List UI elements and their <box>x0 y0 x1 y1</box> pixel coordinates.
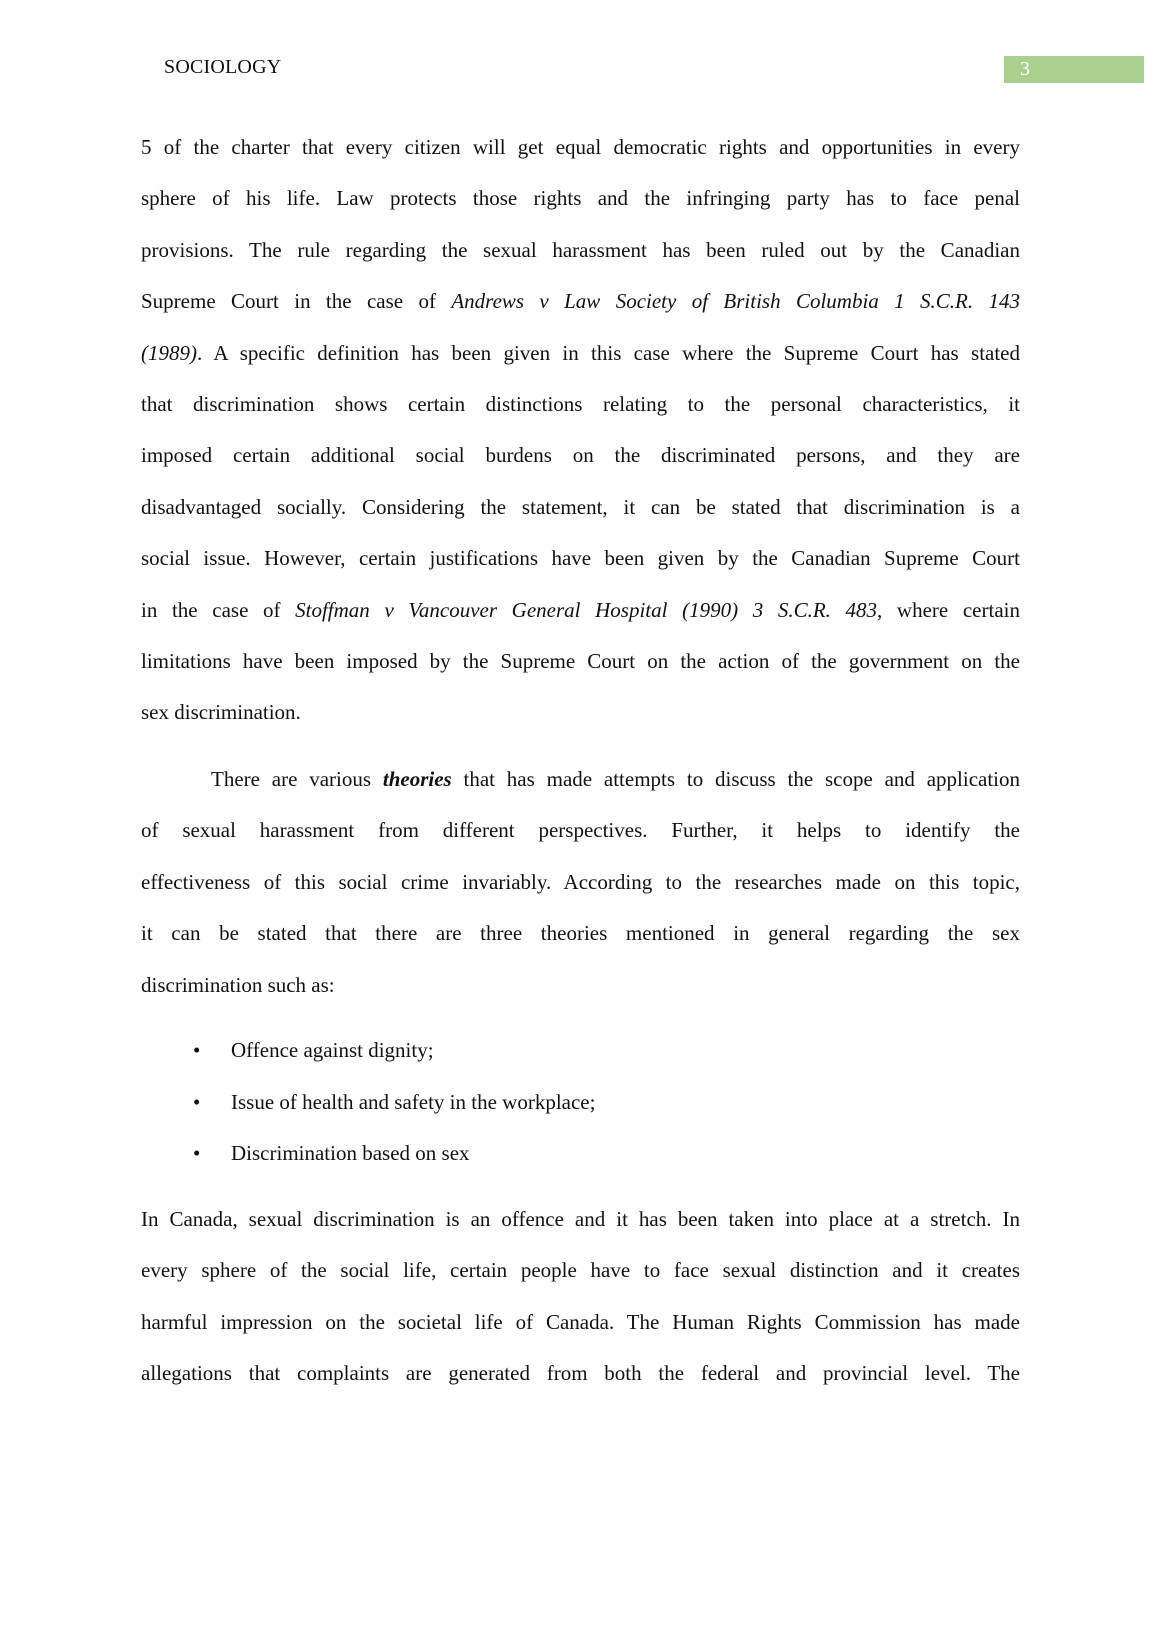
text-run: allegations that complaints are generated from both the federal and provincial level. The <box>141 1361 1020 1386</box>
text-run: sphere of his life. Law protects those rights and the infringing party has to face penal <box>141 186 1020 211</box>
emphasized-text: theories <box>382 767 452 791</box>
page-number-badge: 3 <box>1004 56 1144 83</box>
text-run: There are various <box>211 767 383 791</box>
text-run: limitations have been imposed by the Supreme Court on the action of the government on the <box>141 649 1020 673</box>
paragraph-2-line <box>141 972 1020 998</box>
text-run: of sexual harassment from different perspectives. Further, it helps to identify the <box>141 818 1020 843</box>
paragraph-3-line <box>141 1257 1020 1283</box>
text-run: provisions. The rule regarding the sexual harassment has been ruled out by the Canadian <box>141 237 1020 262</box>
list-item: Discrimination based on sex <box>231 1141 470 1165</box>
paragraph-1-line <box>141 442 1020 468</box>
text-run: social issue. However, certain justifications have been given by the Canadian Supreme Court <box>141 546 1020 571</box>
text-run: it can be stated that there are three theories mentioned in general regarding the sex <box>141 921 1020 946</box>
paragraph-1-line <box>141 340 1020 366</box>
bullet-icon: • <box>193 1038 201 1062</box>
text-run: that has made attempts to discuss the scope and application <box>451 767 1021 791</box>
paragraph-2-line <box>141 920 1020 946</box>
text-run: imposed certain additional social burdens on the discriminated persons, and they are <box>141 443 1020 468</box>
emphasized-text: Andrews v Law Society of British Columbia 1 S.C.R. 143 <box>451 289 1020 314</box>
paragraph-1-line <box>141 597 1020 623</box>
text-run: In Canada, sexual discrimination is an offence and it has been taken into place at a stretch. In <box>141 1207 1020 1231</box>
bullet-icon: • <box>193 1141 201 1165</box>
paragraph-1-line <box>141 237 1020 263</box>
text-run: every sphere of the social life, certain people have to face sexual distinction and it creates <box>141 1258 1020 1283</box>
paragraph-1-line <box>141 134 1020 160</box>
bullet-icon: • <box>193 1089 201 1114</box>
text-run: sex discrimination. <box>141 700 301 725</box>
emphasized-text: (1989) <box>141 340 197 365</box>
paragraph-3-line <box>141 1309 1020 1335</box>
text-run: . A specific definition has been given in this case where the Supreme Court has stated <box>197 340 1020 365</box>
text-run: 5 of the charter that every citizen will get equal democratic rights and opportunities in every <box>141 135 1020 159</box>
paragraph-1-line <box>141 185 1020 211</box>
paragraph-3-line <box>141 1206 1020 1232</box>
paragraph-1-line <box>141 545 1020 571</box>
text-run: that discrimination shows certain distinctions relating to the personal characteristics, it <box>141 392 1020 416</box>
text-run: Supreme Court in the case of <box>141 289 452 314</box>
paragraph-1-line <box>141 494 1020 520</box>
paragraph-3-line <box>141 1360 1020 1386</box>
paragraph-1-line <box>141 391 1020 417</box>
text-run: effectiveness of this social crime invariably. According to the researches made on this topic, <box>141 869 1020 894</box>
running-header: SOCIOLOGY <box>164 56 282 78</box>
paragraph-1-line <box>141 648 1020 674</box>
paragraph-2-line <box>211 766 1020 792</box>
paragraph-2-line <box>141 869 1020 895</box>
paragraph-1-line <box>141 699 1020 725</box>
text-run: in the case of <box>141 597 296 622</box>
text-run: , where certain <box>877 597 1020 622</box>
list-item: Offence against dignity; <box>231 1038 434 1062</box>
text-run: discrimination such as: <box>141 972 335 997</box>
list-item: Issue of health and safety in the workplace; <box>231 1089 596 1114</box>
paragraph-2-line <box>141 817 1020 843</box>
text-run: disadvantaged socially. Considering the statement, it can be stated that discrimination is a <box>141 494 1020 519</box>
paragraph-1-line <box>141 288 1020 314</box>
text-run: harmful impression on the societal life of Canada. The Human Rights Commission has made <box>141 1309 1020 1334</box>
emphasized-text: Stoffman v Vancouver General Hospital (1990) 3 S.C.R. 483 <box>295 597 878 622</box>
